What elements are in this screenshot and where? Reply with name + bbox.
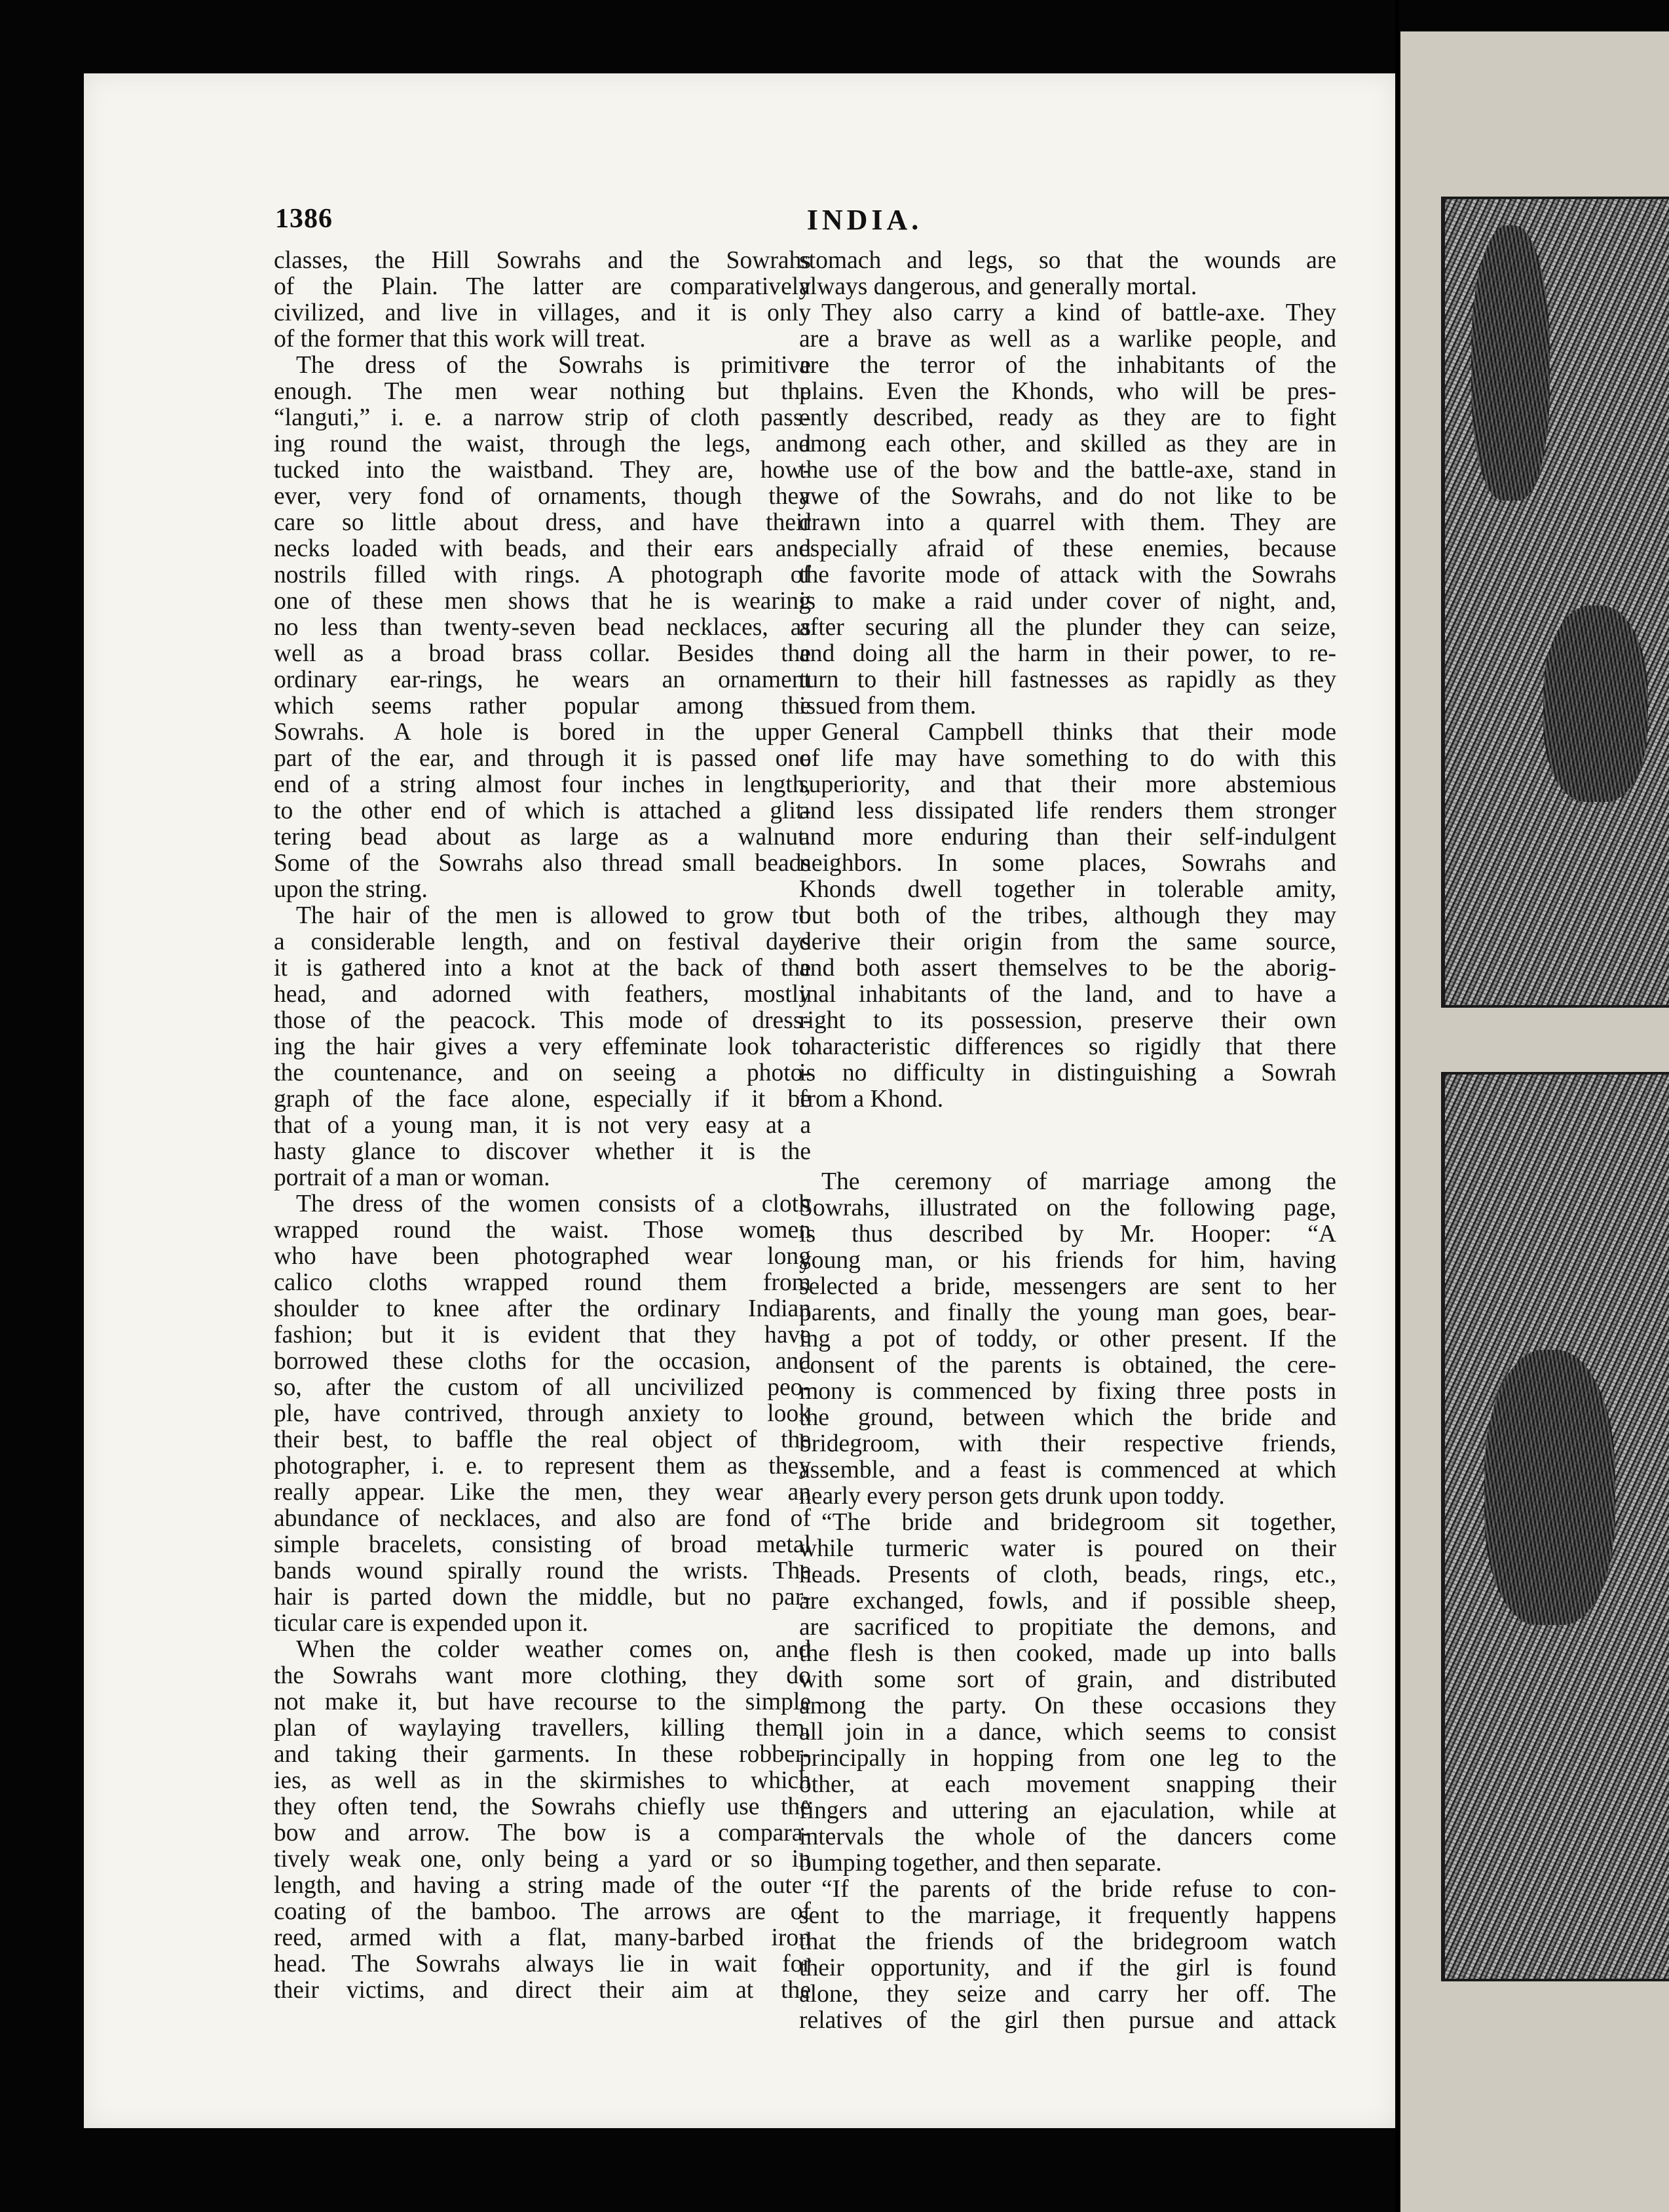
text-line: borrowed these cloths for the occasion, and: [274, 1348, 811, 1375]
text-line: ordinary ear-rings, he wears an ornament: [274, 667, 811, 693]
text-line: among the party. On these occasions they: [799, 1693, 1336, 1719]
text-line: coating of the bamboo. The arrows are of: [274, 1899, 811, 1925]
text-line: head, and adorned with feathers, mostly: [274, 982, 811, 1008]
engraving-figure: [1543, 605, 1648, 802]
text-line: Sowrahs, illustrated on the following page,: [799, 1195, 1336, 1221]
text-line: ing round the waist, through the legs, and: [274, 431, 811, 457]
text-line: and taking their garments. In these robber-: [274, 1742, 811, 1768]
text-line: derive their origin from the same source,: [799, 929, 1336, 955]
text-line: other, at each movement snapping their: [799, 1772, 1336, 1798]
text-line: and both assert themselves to be the aborig-: [799, 955, 1336, 982]
text-line: ing the hair gives a very effeminate look to: [274, 1034, 811, 1060]
text-line: alone, they seize and carry her off. The: [799, 1981, 1336, 2008]
text-line: which seems rather popular among the: [274, 693, 811, 719]
text-line: and doing all the harm in their power, to re-: [799, 641, 1336, 667]
text-line: the favorite mode of attack with the Sowrahs: [799, 562, 1336, 588]
text-line: “languti,” i. e. a narrow strip of cloth pass-: [274, 405, 811, 431]
book-gutter: [1395, 0, 1399, 2212]
page-title: INDIA.: [806, 204, 923, 236]
text-line: bow and arrow. The bow is a compara-: [274, 1820, 811, 1846]
text-line: fingers and uttering an ejaculation, while at: [799, 1798, 1336, 1824]
text-line: abundance of necklaces, and also are fond of: [274, 1506, 811, 1532]
text-line: General Campbell thinks that their mode: [821, 719, 1336, 746]
text-line: drawn into a quarrel with them. They are: [799, 510, 1336, 536]
text-line: Some of the Sowrahs also thread small beads: [274, 850, 811, 877]
text-line: while turmeric water is poured on their: [799, 1536, 1336, 1562]
text-line: neighbors. In some places, Sowrahs and: [799, 850, 1336, 877]
text-line: from a Khond.: [799, 1086, 944, 1113]
text-line: calico cloths wrapped round them from: [274, 1270, 811, 1296]
text-line: but both of the tribes, although they may: [799, 903, 1336, 929]
text-line: ing a pot of toddy, or other present. If the: [799, 1326, 1336, 1352]
engraving-illustration-bottom: [1441, 1072, 1669, 1981]
text-line: bridegroom, with their respective friends,: [799, 1431, 1336, 1457]
text-line: who have been photographed wear long: [274, 1244, 811, 1270]
text-line: shoulder to knee after the ordinary Indian: [274, 1296, 811, 1322]
text-line: a considerable length, and on festival days: [274, 929, 811, 955]
text-line: are sacrificed to propitiate the demons, and: [799, 1614, 1336, 1641]
text-line: that the friends of the bridegroom watch: [799, 1929, 1336, 1955]
text-line: is no difficulty in distinguishing a Sowrah: [799, 1060, 1336, 1086]
text-line: is thus described by Mr. Hooper: “A: [799, 1221, 1336, 1248]
text-line: length, and having a string made of the outer: [274, 1873, 811, 1899]
text-line: parents, and finally the young man goes, bear-: [799, 1300, 1336, 1326]
text-line: plains. Even the Khonds, who will be pres-: [799, 379, 1336, 405]
text-line: right to its possession, preserve their own: [799, 1008, 1336, 1034]
text-line: mony is commenced by fixing three posts in: [799, 1379, 1336, 1405]
text-line: of life may have something to do with this: [799, 746, 1336, 772]
text-line: graph of the face alone, especially if it be: [274, 1086, 811, 1113]
text-line: necks loaded with beads, and their ears and: [274, 536, 811, 562]
text-line: selected a bride, messengers are sent to her: [799, 1274, 1336, 1300]
text-line: relatives of the girl then pursue and attack: [799, 2008, 1336, 2034]
text-line: they often tend, the Sowrahs chiefly use the: [274, 1794, 811, 1820]
text-line: They also carry a kind of battle-axe. They: [821, 300, 1336, 326]
text-line: bands wound spirally round the wrists. The: [274, 1558, 811, 1584]
text-line: tucked into the waistband. They are, how-: [274, 457, 811, 484]
text-line: the ground, between which the bride and: [799, 1405, 1336, 1431]
text-line: Sowrahs. A hole is bored in the upper: [274, 719, 811, 746]
text-line: “The bride and bridegroom sit together,: [821, 1510, 1336, 1536]
text-line: is to make a raid under cover of night, and,: [799, 588, 1336, 615]
text-line: plan of waylaying travellers, killing them,: [274, 1715, 811, 1742]
text-line: no less than twenty-seven bead necklaces, as: [274, 615, 811, 641]
text-line: The ceremony of marriage among the: [821, 1169, 1336, 1195]
text-line: hasty glance to discover whether it is the: [274, 1139, 811, 1165]
text-line: end of a string almost four inches in length,: [274, 772, 811, 798]
text-line: hair is parted down the middle, but no par-: [274, 1584, 811, 1611]
text-line: “If the parents of the bride refuse to con-: [821, 1877, 1336, 1903]
text-line: principally in hopping from one leg to the: [799, 1745, 1336, 1772]
text-line: among each other, and skilled as they are in: [799, 431, 1336, 457]
text-line: superiority, and that their more abstemious: [799, 772, 1336, 798]
text-line: Khonds dwell together in tolerable amity,: [799, 877, 1336, 903]
text-line: consent of the parents is obtained, the cere-: [799, 1352, 1336, 1379]
text-line: the use of the bow and the battle-axe, stand in: [799, 457, 1336, 484]
text-line: young man, or his friends for him, having: [799, 1248, 1336, 1274]
running-head: [275, 203, 1336, 236]
text-line: are the terror of the inhabitants of the: [799, 353, 1336, 379]
text-line: always dangerous, and generally mortal.: [799, 274, 1197, 300]
text-line: the countenance, and on seeing a photo-: [274, 1060, 811, 1086]
text-line: nostrils filled with rings. A photograph of: [274, 562, 811, 588]
text-line: issued from them.: [799, 693, 977, 719]
text-line: that of a young man, it is not very easy at a: [274, 1113, 811, 1139]
text-line: are exchanged, fowls, and if possible sheep,: [799, 1588, 1336, 1614]
text-line: awe of the Sowrahs, and do not like to be: [799, 484, 1336, 510]
engraving-figure: [1471, 225, 1550, 501]
text-line: of the former that this work will treat.: [274, 326, 646, 353]
text-line: tively weak one, only being a yard or so in: [274, 1846, 811, 1873]
text-line: photographer, i. e. to represent them as they: [274, 1453, 811, 1479]
text-line: all join in a dance, which seems to consist: [799, 1719, 1336, 1745]
text-line: and more enduring than their self-indulgent: [799, 824, 1336, 850]
text-column-right: [799, 248, 1336, 2034]
text-line: one of these men shows that he is wearing: [274, 588, 811, 615]
page-number: 1386: [275, 204, 333, 234]
text-line: and less dissipated life renders them stronger: [799, 798, 1336, 824]
text-line: fashion; but it is evident that they have: [274, 1322, 811, 1348]
text-line: well as a broad brass collar. Besides the: [274, 641, 811, 667]
text-line: so, after the custom of all uncivilized peo-: [274, 1375, 811, 1401]
text-line: The hair of the men is allowed to grow to: [296, 903, 811, 929]
text-line: really appear. Like the men, they wear an: [274, 1479, 811, 1506]
text-line: simple bracelets, consisting of broad metal: [274, 1532, 811, 1558]
text-line: bumping together, and then separate.: [799, 1850, 1162, 1877]
text-line: their victims, and direct their aim at the: [274, 1977, 811, 2004]
text-line: enough. The men wear nothing but the: [274, 379, 811, 405]
text-line: nearly every person gets drunk upon toddy.: [799, 1483, 1225, 1510]
text-line: ently described, ready as they are to fight: [799, 405, 1336, 431]
text-line: with some sort of grain, and distributed: [799, 1667, 1336, 1693]
text-line: turn to their hill fastnesses as rapidly as they: [799, 667, 1336, 693]
text-line: not make it, but have recourse to the simple: [274, 1689, 811, 1715]
engraving-figure: [1484, 1350, 1615, 1625]
text-line: their best, to baffle the real object of the: [274, 1427, 811, 1453]
text-line: the Sowrahs want more clothing, they do: [274, 1663, 811, 1689]
text-line: characteristic differences so rigidly that there: [799, 1034, 1336, 1060]
text-line: heads. Presents of cloth, beads, rings, etc.,: [799, 1562, 1336, 1588]
text-line: of the Plain. The latter are comparatively: [274, 274, 811, 300]
text-line: tering bead about as large as a walnut.: [274, 824, 811, 850]
text-line: ies, as well as in the skirmishes to which: [274, 1768, 811, 1794]
text-line: classes, the Hill Sowrahs and the Sowrahs: [274, 248, 811, 274]
engraving-illustration-top: [1441, 197, 1669, 1008]
text-line: intervals the whole of the dancers come: [799, 1824, 1336, 1850]
text-line: reed, armed with a flat, many-barbed iron: [274, 1925, 811, 1951]
text-line: stomach and legs, so that the wounds are: [799, 248, 1336, 274]
text-line: The dress of the Sowrahs is primitive: [296, 353, 811, 379]
text-line: inal inhabitants of the land, and to have a: [799, 982, 1336, 1008]
text-column-left: [274, 248, 811, 2004]
text-line: wrapped round the waist. Those women: [274, 1217, 811, 1244]
text-line: The dress of the women consists of a cloth: [296, 1191, 811, 1217]
text-line: When the colder weather comes on, and: [296, 1637, 811, 1663]
text-line: to the other end of which is attached a glit-: [274, 798, 811, 824]
text-line: sent to the marriage, it frequently happens: [799, 1903, 1336, 1929]
text-line: head. The Sowrahs always lie in wait for: [274, 1951, 811, 1977]
text-line: are a brave as well as a warlike people, and: [799, 326, 1336, 353]
text-line: assemble, and a feast is commenced at which: [799, 1457, 1336, 1483]
text-line: especially afraid of these enemies, because: [799, 536, 1336, 562]
text-line: their opportunity, and if the girl is found: [799, 1955, 1336, 1981]
text-line: portrait of a man or woman.: [274, 1165, 550, 1191]
text-line: care so little about dress, and have their: [274, 510, 811, 536]
text-line: the flesh is then cooked, made up into balls: [799, 1641, 1336, 1667]
text-line: those of the peacock. This mode of dress-: [274, 1008, 811, 1034]
text-line: upon the string.: [274, 877, 428, 903]
text-line: ever, very fond of ornaments, though they: [274, 484, 811, 510]
text-line: after securing all the plunder they can seize,: [799, 615, 1336, 641]
text-line: it is gathered into a knot at the back of the: [274, 955, 811, 982]
text-line: ticular care is expended upon it.: [274, 1611, 588, 1637]
text-line: ple, have contrived, through anxiety to look: [274, 1401, 811, 1427]
text-line: part of the ear, and through it is passed one: [274, 746, 811, 772]
text-line: civilized, and live in villages, and it is only: [274, 300, 811, 326]
section-break: [799, 1113, 1336, 1169]
